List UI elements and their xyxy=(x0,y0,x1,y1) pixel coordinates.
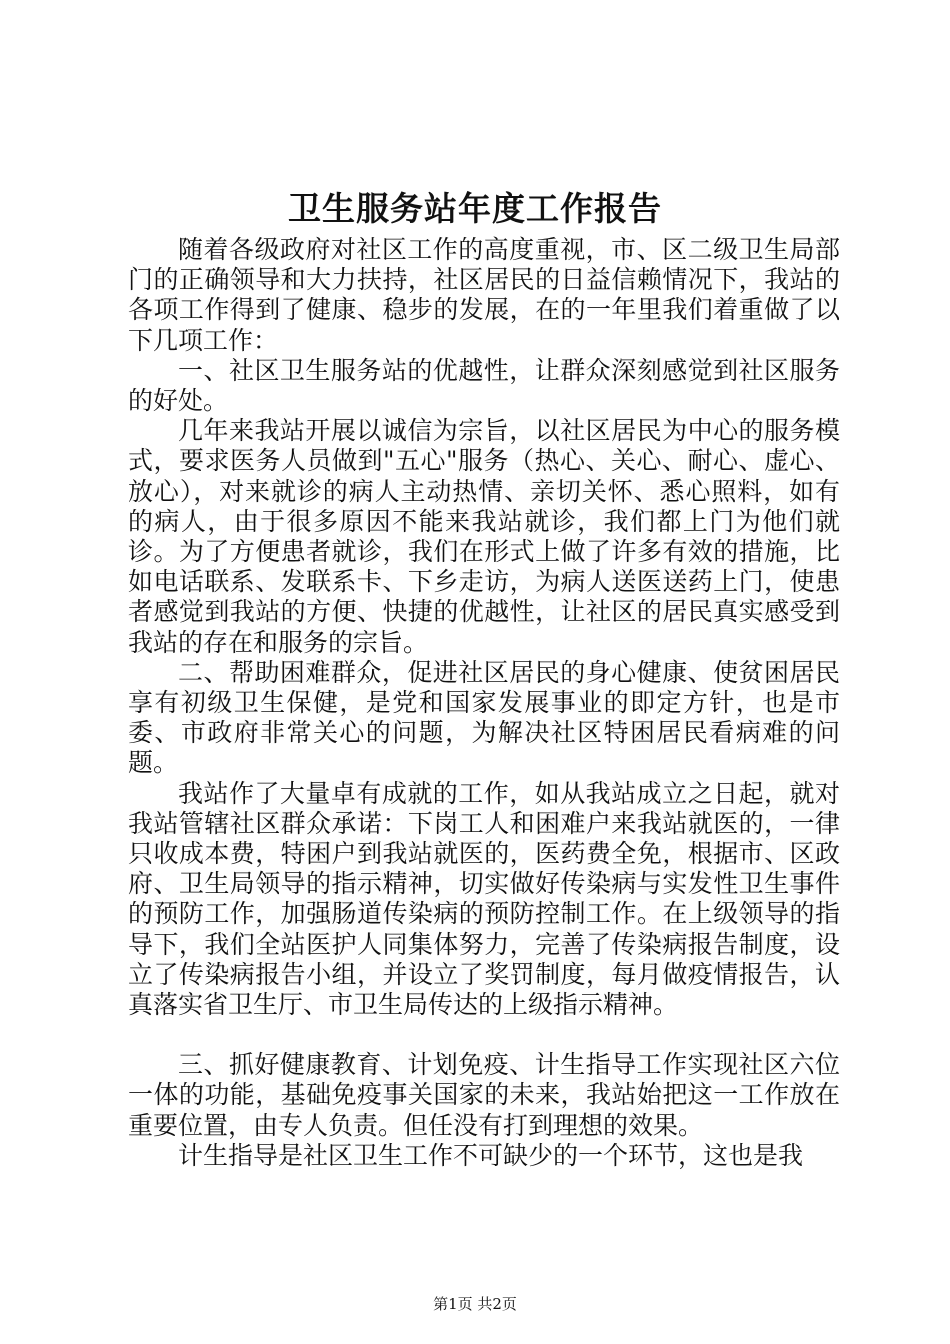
page-footer: 第1页 共2页 xyxy=(433,1295,517,1313)
paragraph-section-1-heading: 一、社区卫生服务站的优越性，让群众深刻感觉到社区服务的好处。 xyxy=(128,355,840,416)
paragraph-section-2-heading: 二、帮助困难群众，促进社区居民的身心健康、使贫困居民享有初级卫生保健，是党和国家发展事业的即定方针，也是市委、市政府非常关心的问题，为解决社区特困居民看病难的问题。 xyxy=(128,657,840,778)
paragraph-section-1-body: 几年来我站开展以诚信为宗旨，以社区居民为中心的服务模式，要求医务人员做到"五心"服务（热心、关心、耐心、虚心、放心），对来就诊的病人主动热情、亲切关怀、悉心照料，如有的病人，由于很多原因不能来我站就诊，我们都上门为他们就诊。为了方便患者就诊，我们在形式上做了许多有效的措施，比如电话联系、发联系卡、下乡走访，为病人送医送药上门，使患者感觉到我站的方便、快捷的优越性，让社区的居民真实感受到我站的存在和服务的宗旨。 xyxy=(128,416,840,657)
paragraph-section-3-heading: 三、抓好健康教育、计划免疫、计生指导工作实现社区六位一体的功能，基础免疫事关国家的未来，我站始把这一工作放在重要位置，由专人负责。但任没有打到理想的效果。 xyxy=(128,1050,840,1140)
paragraph-section-2-body: 我站作了大量卓有成就的工作，如从我站成立之日起，就对我站管辖社区群众承诺：下岗工人和困难户来我站就医的，一律只收成本费，特困户到我站就医的，医药费全免，根据市、区政府、卫生局领导的指示精神，切实做好传染病与实发性卫生事件的预防工作，加强肠道传染病的预防控制工作。在上级领导的指导下，我们全站医护人同集体努力，完善了传染病报告制度，设立了传染病报告小组，并设立了奖罚制度，每月做疫情报告，认真落实省卫生厅、市卫生局传达的上级指示精神。 xyxy=(128,778,840,1020)
paragraph-intro: 随着各级政府对社区工作的高度重视，市、区二级卫生局部门的正确领导和大力扶持，社区居民的日益信赖情况下，我站的各项工作得到了健康、稳步的发展，在的一年里我们着重做了以下几项工作： xyxy=(128,235,840,355)
paragraph-section-3-body: 计生指导是社区卫生工作不可缺少的一个环节，这也是我 xyxy=(178,1140,804,1170)
paragraph-gap xyxy=(128,1020,840,1050)
document-body xyxy=(128,235,840,1171)
document-title: 卫生服务站年度工作报告 xyxy=(288,189,662,228)
